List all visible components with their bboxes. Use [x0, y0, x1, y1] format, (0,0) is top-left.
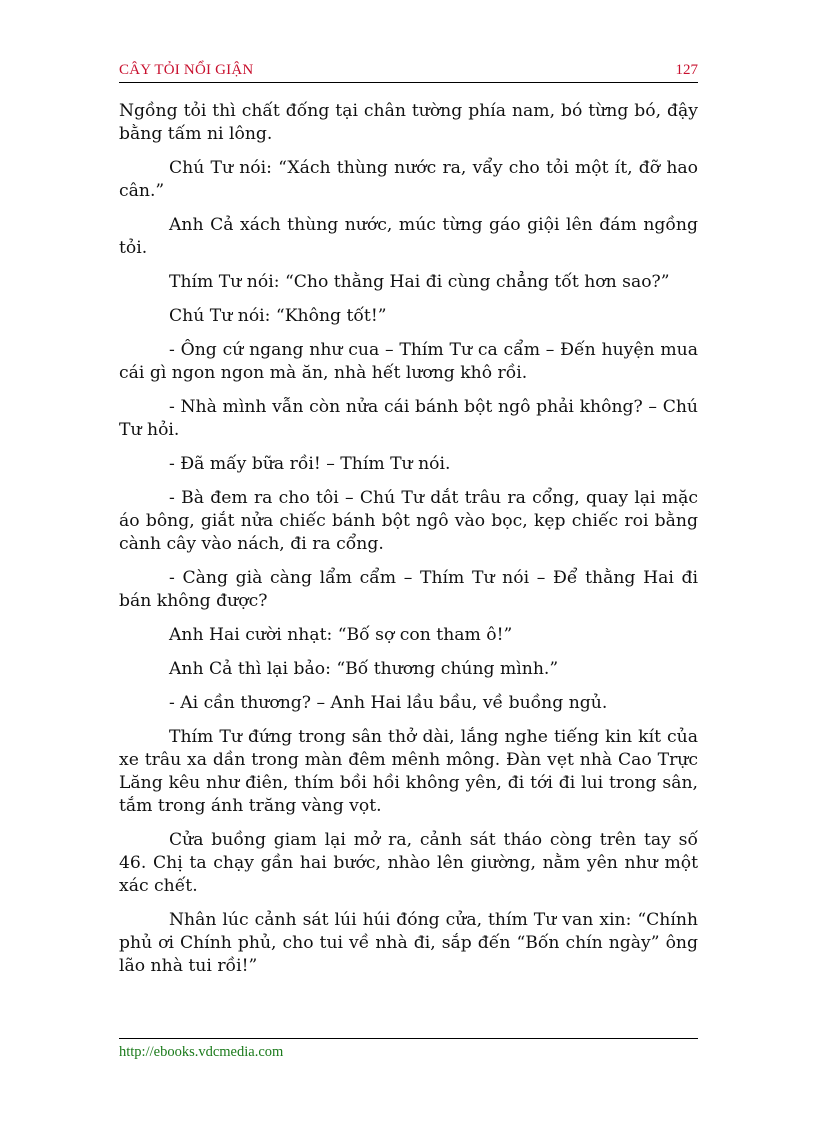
paragraph: - Bà đem ra cho tôi – Chú Tư dắt trâu ra cổng, quay lại mặc áo bông, giắt nửa chiếc bánh bột ngô vào bọc, kẹp chiếc roi bằng cành cây vào nách, đi ra cổng.: [119, 488, 698, 554]
paragraph: Thím Tư nói: “Cho thằng Hai đi cùng chẳng tốt hơn sao?”: [169, 272, 670, 292]
paragraph: Anh Cả thì lại bảo: “Bố thương chúng mình.”: [169, 659, 559, 679]
paragraph: Chú Tư nói: “Xách thùng nước ra, vẩy cho tỏi một ít, đỡ hao cân.”: [119, 158, 698, 201]
paragraph: Anh Cả xách thùng nước, múc từng gáo giội lên đám ngồng tỏi.: [119, 215, 698, 258]
paragraph: - Ông cứ ngang như cua – Thím Tư ca cẩm – Đến huyện mua cái gì ngon ngon mà ăn, nhà hết lương khô rồi.: [119, 340, 698, 383]
paragraph: - Đã mấy bữa rồi! – Thím Tư nói.: [169, 454, 451, 474]
paragraph: Anh Hai cười nhạt: “Bố sợ con tham ô!”: [169, 625, 513, 645]
book-title: CÂY TỎI NỔI GIẬN: [119, 62, 254, 78]
paragraph: Cửa buồng giam lại mở ra, cảnh sát tháo còng trên tay số 46. Chị ta chạy gần hai bước, nhào lên giường, nằm yên như một xác chết.: [119, 830, 698, 896]
paragraph: Thím Tư đứng trong sân thở dài, lắng nghe tiếng kin kít của xe trâu xa dần trong màn đêm mênh mông. Đàn vẹt nhà Cao Trực Lăng kêu như điên, thím bồi hồi không yên, đi tới đi lui trong sân, tắm trong ánh trăng vàng vọt.: [119, 727, 698, 816]
paragraph: - Ai cần thương? – Anh Hai lầu bầu, về buồng ngủ.: [169, 693, 608, 713]
page-header: [119, 60, 698, 83]
paragraph: Nhân lúc cảnh sát lúi húi đóng cửa, thím Tư van xin: “Chính phủ ơi Chính phủ, cho tui về nhà đi, sắp đến “Bốn chín ngày” ông lão nhà tui rồi!”: [119, 910, 698, 976]
paragraph: - Càng già càng lẩm cẩm – Thím Tư nói – Để thằng Hai đi bán không được?: [119, 568, 698, 611]
page-footer: [119, 1038, 698, 1061]
footer-url-link[interactable]: http://ebooks.vdcmedia.com: [119, 1044, 284, 1060]
page-body: [119, 100, 698, 989]
paragraph: Ngồng tỏi thì chất đống tại chân tường phía nam, bó từng bó, đậy bằng tấm ni lông.: [119, 101, 698, 144]
page-number: 127: [675, 62, 698, 78]
paragraph: Chú Tư nói: “Không tốt!”: [169, 306, 387, 326]
paragraph: - Nhà mình vẫn còn nửa cái bánh bột ngô phải không? – Chú Tư hỏi.: [119, 397, 698, 440]
